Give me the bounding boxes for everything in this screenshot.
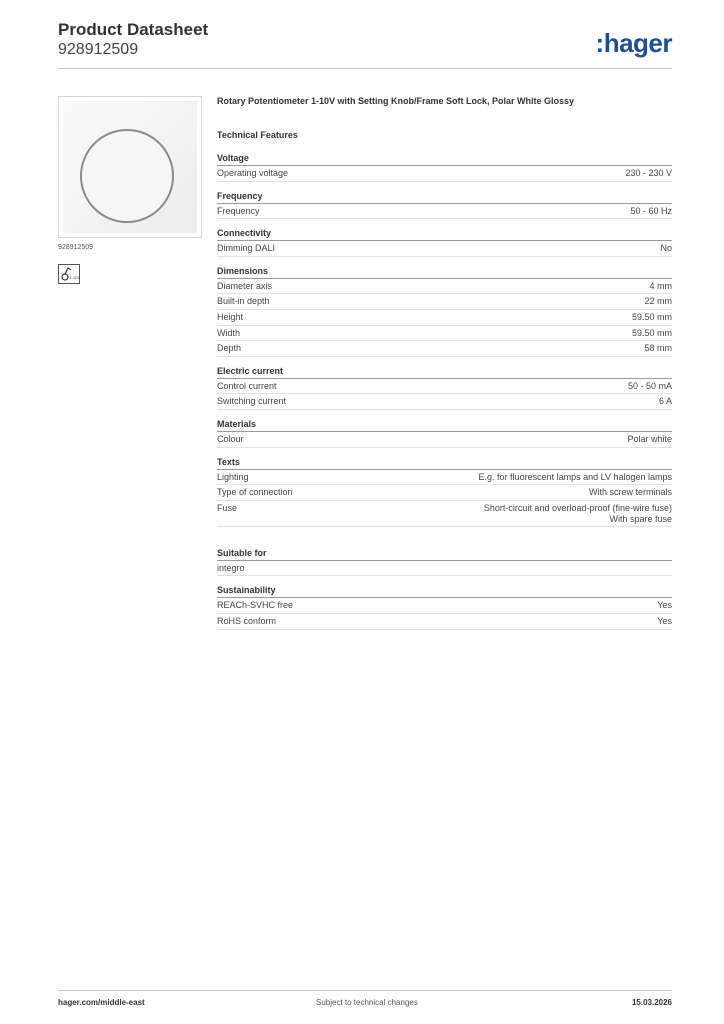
feature-row xyxy=(217,432,672,448)
feature-section xyxy=(217,365,672,410)
feature-row xyxy=(217,310,672,326)
feature-row xyxy=(217,485,672,501)
section-heading: Sustainability xyxy=(217,584,672,598)
feature-label: integro xyxy=(217,562,245,573)
feature-value xyxy=(657,614,672,629)
feature-section xyxy=(217,547,672,577)
feature-value xyxy=(659,394,672,409)
feature-value xyxy=(625,166,672,181)
feature-value xyxy=(632,326,672,341)
section-heading: Frequency xyxy=(217,190,672,204)
feature-row xyxy=(217,279,672,295)
feature-label: Fuse xyxy=(217,502,238,513)
section-heading: Texts xyxy=(217,456,672,470)
feature-row xyxy=(217,470,672,486)
feature-value xyxy=(589,485,672,500)
feature-value xyxy=(660,241,672,256)
feature-row xyxy=(217,394,672,410)
feature-value-line: 50 - 60 Hz xyxy=(630,205,672,216)
section-heading: Suitable for xyxy=(217,547,672,561)
feature-section xyxy=(217,265,672,357)
feature-label: Built-in depth xyxy=(217,296,270,307)
feature-row xyxy=(217,501,672,527)
feature-label: Depth xyxy=(217,343,242,354)
technical-features-heading: Technical Features xyxy=(217,130,298,140)
feature-label: Height xyxy=(217,311,244,322)
feature-label: Control current xyxy=(217,380,277,391)
svg-text:1-10V: 1-10V xyxy=(69,275,81,280)
feature-value-line: Short-circuit and overload-proof (fine-wire fuse) xyxy=(483,502,672,513)
switch-plate xyxy=(63,101,197,233)
feature-value xyxy=(632,310,672,325)
hager-logo: :hager xyxy=(595,28,672,58)
dimmer-1-10v-icon xyxy=(58,264,80,284)
feature-value xyxy=(479,470,672,485)
feature-value xyxy=(630,204,672,219)
feature-section xyxy=(217,456,672,527)
feature-row xyxy=(217,294,672,310)
feature-label: Diameter axis xyxy=(217,280,273,291)
feature-value xyxy=(484,501,672,526)
product-description: Rotary Potentiometer 1-10V with Setting Knob/Frame Soft Lock, Polar White Glossy xyxy=(217,96,575,106)
header-divider xyxy=(58,68,672,69)
feature-value-line: E.g. for fluorescent lamps and LV halogen lamps xyxy=(478,471,672,482)
feature-row xyxy=(217,326,672,342)
feature-value-line: With screw terminals xyxy=(588,487,672,498)
section-heading: Materials xyxy=(217,418,672,432)
feature-value xyxy=(650,279,673,294)
product-image xyxy=(58,96,202,238)
feature-section xyxy=(217,584,672,629)
feature-value-line: 6 A xyxy=(658,396,672,407)
feature-label: Switching current xyxy=(217,396,287,407)
feature-row xyxy=(217,341,672,357)
feature-label: Type of connection xyxy=(217,487,293,498)
feature-label: REACh-SVHC free xyxy=(217,600,294,611)
feature-value-line: 50 - 50 mA xyxy=(627,380,672,391)
feature-section xyxy=(217,190,672,220)
feature-label: Dimming DALI xyxy=(217,243,276,254)
rotary-knob xyxy=(80,129,174,223)
feature-row xyxy=(217,379,672,395)
feature-label: Colour xyxy=(217,433,244,444)
feature-row xyxy=(217,598,672,614)
feature-label: RoHS conform xyxy=(217,615,277,626)
feature-row xyxy=(217,204,672,220)
feature-label: Width xyxy=(217,327,241,338)
feature-value xyxy=(627,432,672,447)
feature-value xyxy=(644,341,672,356)
feature-section xyxy=(217,227,672,257)
feature-value-line: 230 - 230 V xyxy=(625,168,672,178)
feature-row xyxy=(217,614,672,630)
feature-value-line: 22 mm xyxy=(644,296,672,307)
feature-value-line: Yes xyxy=(657,600,672,611)
footer-date: 15.03.2026 xyxy=(631,998,672,1007)
feature-value xyxy=(628,379,672,394)
footer-website: hager.com/middle-east xyxy=(58,998,145,1007)
page-header xyxy=(58,20,672,68)
feature-label: Lighting xyxy=(217,471,249,482)
feature-value-line: Yes xyxy=(657,615,672,626)
feature-label: Frequency xyxy=(217,205,260,216)
section-heading: Electric current xyxy=(217,365,672,379)
feature-value-line: 59.50 mm xyxy=(631,311,672,322)
feature-value-line: With spare fuse xyxy=(609,513,672,524)
section-heading: Voltage xyxy=(217,152,672,166)
feature-row xyxy=(217,166,672,182)
feature-value-line: 59.50 mm xyxy=(631,327,672,338)
feature-section xyxy=(217,152,672,182)
feature-label: Operating voltage xyxy=(217,168,289,178)
feature-value-line: 58 mm xyxy=(644,343,672,354)
feature-row xyxy=(217,241,672,257)
feature-value-line: No xyxy=(660,243,672,254)
section-heading: Dimensions xyxy=(217,265,672,279)
feature-row xyxy=(217,561,672,577)
feature-value xyxy=(644,294,672,309)
datasheet-content xyxy=(217,96,672,630)
product-number: 928912509 xyxy=(58,41,139,58)
footer-divider xyxy=(58,990,672,991)
feature-sections xyxy=(217,152,672,630)
page-title: Product Datasheet xyxy=(58,20,209,39)
feature-section xyxy=(217,418,672,448)
feature-value-line: Polar white xyxy=(627,433,672,444)
feature-value xyxy=(657,598,672,613)
section-spacer xyxy=(217,527,672,539)
image-caption: 928912509 xyxy=(58,244,94,251)
footer-notice: Subject to technical changes xyxy=(316,998,418,1007)
section-heading: Connectivity xyxy=(217,227,672,241)
feature-value-line: 4 mm xyxy=(649,280,672,291)
